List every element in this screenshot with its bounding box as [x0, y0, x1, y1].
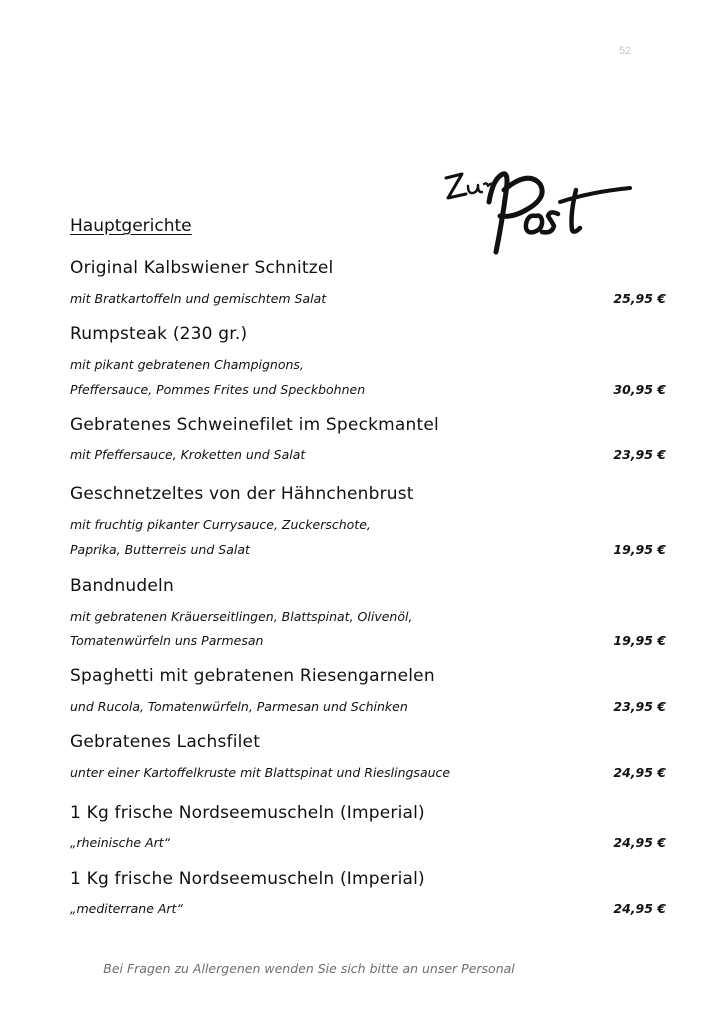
dish-price: 23,95 €	[613, 699, 666, 714]
dish-description: Paprika, Butterreis und Salat	[70, 542, 250, 557]
dish-description: mit Pfeffersauce, Kroketten und Salat	[70, 447, 306, 462]
dish-price: 25,95 €	[613, 291, 666, 306]
dish-name: Bandnudeln	[70, 576, 174, 596]
dish-price: 24,95 €	[613, 765, 666, 780]
dish-price: 23,95 €	[613, 447, 666, 462]
dish-description: mit pikant gebratenen Champignons,	[70, 357, 304, 372]
dish-name: Gebratenes Lachsfilet	[70, 732, 261, 752]
dish-price: 19,95 €	[613, 633, 666, 648]
dish-description: und Rucola, Tomatenwürfeln, Parmesan und Schinken	[70, 699, 408, 714]
dish-name: Original Kalbswiener Schnitzel	[70, 258, 334, 278]
dish-description: Pfeffersauce, Pommes Frites und Speckbohnen	[70, 382, 366, 397]
dish-description: unter einer Kartoffelkruste mit Blattspinat und Rieslingsauce	[70, 765, 451, 780]
dish-name: Gebratenes Schweinefilet im Speckmantel	[70, 415, 439, 435]
dish-price: 24,95 €	[613, 901, 666, 916]
dish-description: mit Bratkartoffeln und gemischtem Salat	[70, 291, 327, 306]
dish-name: Rumpsteak (230 gr.)	[70, 324, 248, 344]
dish-description: „rheinische Art“	[70, 835, 171, 850]
section-title: Hauptgerichte	[70, 216, 192, 236]
dish-description: „mediterrane Art“	[70, 901, 183, 916]
page-number: 52	[619, 45, 632, 57]
allergen-note-text: Bei Fragen zu Allergenen wenden Sie sich bitte an unser Personal	[103, 961, 515, 976]
dish-name: Geschnetzeltes von der Hähnchenbrust	[70, 484, 414, 504]
dish-description: mit fruchtig pikanter Currysauce, Zuckerschote,	[70, 517, 371, 532]
dish-name: 1 Kg frische Nordseemuscheln (Imperial)	[70, 869, 425, 889]
dish-description: mit gebratenen Kräuerseitlingen, Blattspinat, Olivenöl,	[70, 609, 413, 624]
dish-price: 24,95 €	[613, 835, 666, 850]
dish-price: 19,95 €	[613, 542, 666, 557]
dish-name: Spaghetti mit gebratenen Riesengarnelen	[70, 666, 435, 686]
dish-price: 30,95 €	[613, 382, 666, 397]
dish-name: 1 Kg frische Nordseemuscheln (Imperial)	[70, 803, 425, 823]
dish-description: Tomatenwürfeln uns Parmesan	[70, 633, 264, 648]
allergen-note	[0, 961, 724, 976]
